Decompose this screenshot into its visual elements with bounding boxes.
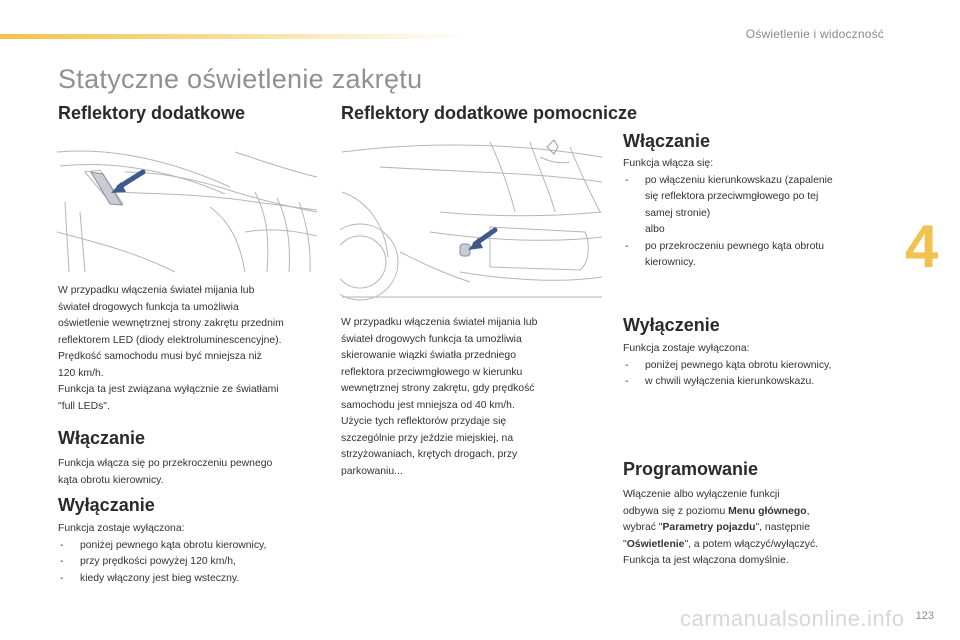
left-off-heading: Wyłączanie [58, 495, 155, 515]
right-off-list [623, 358, 893, 391]
top-accent-bar [0, 34, 470, 39]
page-title: Statyczne oświetlenie zakrętu [58, 64, 423, 94]
list-item: - kiedy włączony jest bieg wsteczny. [58, 571, 328, 588]
list-item: - poniżej pewnego kąta obrotu kierownicy, [58, 538, 328, 555]
middle-heading: Reflektory dodatkowe pomocnicze [341, 103, 638, 123]
section-header: Oświetlenie i widoczność [745, 27, 884, 41]
list-item: - przy prędkości powyżej 120 km/h, [58, 554, 328, 571]
list-item: - poniżej pewnego kąta obrotu kierownicy, [623, 358, 893, 375]
left-off-intro: Funkcja zostaje wyłączona: [58, 523, 185, 534]
vehicle-params-label: Parametry pojazdu [662, 522, 756, 533]
list-item: - w chwili wyłączenia kierunkowskazu. [623, 374, 893, 391]
programming-heading: Programowanie [623, 459, 759, 479]
watermark: carmanualsonline.info [680, 606, 905, 631]
left-off-list [58, 538, 328, 588]
or-label: albo [645, 224, 665, 235]
left-heading: Reflektory dodatkowe [58, 103, 246, 123]
page-number: 123 [915, 610, 934, 622]
right-on-intro: Funkcja włącza się: [623, 158, 714, 169]
left-description: W przypadku włączenia świateł mijania lub świateł drogowych funkcja ta umożliwia oświetlenie wewnętrznej strony zakrętu przednim reflektorem LED (diody elektroluminescencyjne). Prędkość samochodu musi być mniejsza niż 120 km/h. Funkcja ta jest związana wyłącznie ze światłami "full LEDs". [58, 285, 284, 412]
list-item: - po włączeniu kierunkowskazu (zapalenie się reflektora przeciwmgłowego po tej samej stronie) albo [623, 173, 893, 239]
right-off-intro: Funkcja zostaje wyłączona: [623, 343, 750, 354]
lighting-label: Oświetlenie [626, 538, 685, 550]
right-on-list [623, 173, 893, 272]
middle-description: W przypadku włączenia świateł mijania lub świateł drogowych funkcja ta umożliwia skierowanie wiązki światła przedniego reflektora przeciwmgłowego w kierunku wewnętrznej strony zakrętu, gdy prędkość samochodu jest mniejsza od 40 km/h. Użycie tych reflektorów przydaje się szczególnie przy jeździe miejskiej, na strzyżowaniach, krętych drogach, przy parkowaniu... [341, 317, 538, 477]
right-off-heading: Wyłączenie [623, 315, 720, 335]
right-on-heading: Włączanie [623, 131, 711, 151]
menu-main-label: Menu głównego [728, 505, 807, 517]
fog-light-illustration [340, 132, 605, 302]
left-on-text: Funkcja włącza się po przekroczeniu pewnego kąta obrotu kierownicy. [58, 458, 273, 486]
chapter-number: 4 [905, 213, 939, 280]
programming-text: Włączenie albo wyłączenie funkcji odbywa się z poziomu Menu głównego, wybrać "Parametry pojazdu", następnie "Oświetlenie", a potem włączyć/wyłączyć. Funkcja ta jest włączona domyślnie. [623, 489, 819, 566]
headlight-illustration [55, 132, 320, 277]
left-on-heading: Włączanie [58, 428, 146, 448]
list-item: - po przekroczeniu pewnego kąta obrotu kierownicy. [623, 239, 893, 272]
